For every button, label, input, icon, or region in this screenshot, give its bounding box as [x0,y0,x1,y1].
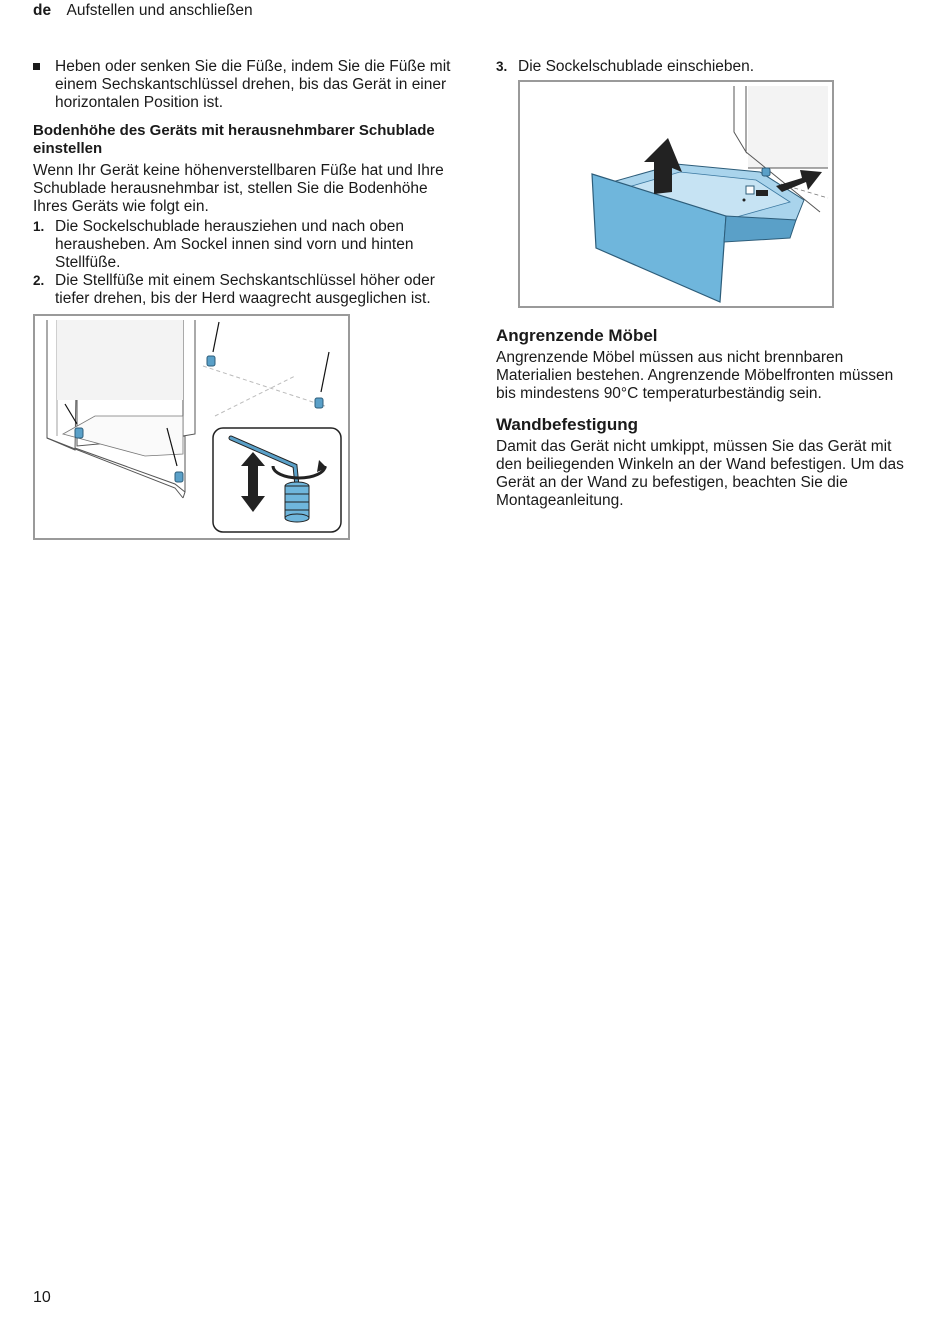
step-text: Die Sockelschublade einschieben. [518,58,755,75]
section-heading: Angrenzende Möbel [496,326,658,345]
step-2 [33,272,453,308]
right-column [496,58,916,510]
section-body: Damit das Gerät nicht umkippt, müssen Sie das Gerät mit den beiliegenden Winkeln an der Wand befestigen. Um das Gerät an der Wand zu befestigen, beachten Sie die Montageanleitung. [496,438,904,509]
section-wall-mounting [496,415,916,510]
page-header [33,2,253,20]
section-adjacent-furniture [496,326,916,403]
language-code: de [33,2,52,19]
left-column [33,58,453,540]
section-body: Angrenzende Möbel müssen aus nicht brennbaren Materialien bestehen. Angrenzende Möbelfronten müssen bis mindestens 90°C temperaturbeständig sein. [496,349,894,402]
figure-adjust-feet [33,314,350,540]
intro-text: Wenn Ihr Gerät keine höhenverstellbaren Füße hat und Ihre Schublade herausnehmbar ist, stellen Sie die Bodenhöhe Ihres Geräts wie folgt ein. [33,162,444,215]
step-text: Die Stellfüße mit einem Sechskantschlüssel höher oder tiefer drehen, bis der Herd waagrecht ausgeglichen ist. [55,272,435,307]
bullet-text: Heben oder senken Sie die Füße, indem Sie die Füße mit einem Sechskantschlüssel drehen, bis das Gerät in einer horizontalen Position ist. [55,58,451,111]
figure-insert-drawer [518,80,834,308]
step-3 [496,58,916,76]
step-text: Die Sockelschublade herausziehen und nach oben herausheben. Am Sockel innen sind vorn und hinten Stellfüße. [55,218,414,271]
step-number: 2. [33,273,45,288]
step-1 [33,218,453,272]
step-number: 1. [33,219,45,234]
adjust-feet-illustration [35,316,348,538]
bullet-square-icon [33,63,40,70]
bullet-item [33,58,453,112]
chapter-title: Aufstellen und anschließen [66,2,253,19]
section-heading: Wandbefestigung [496,415,638,434]
step-number: 3. [496,59,508,74]
section-heading-floor-height: Bodenhöhe des Geräts mit herausnehmbarer Schublade einstellen [33,122,435,157]
insert-drawer-illustration [520,82,832,306]
page-number: 10 [33,1289,51,1306]
